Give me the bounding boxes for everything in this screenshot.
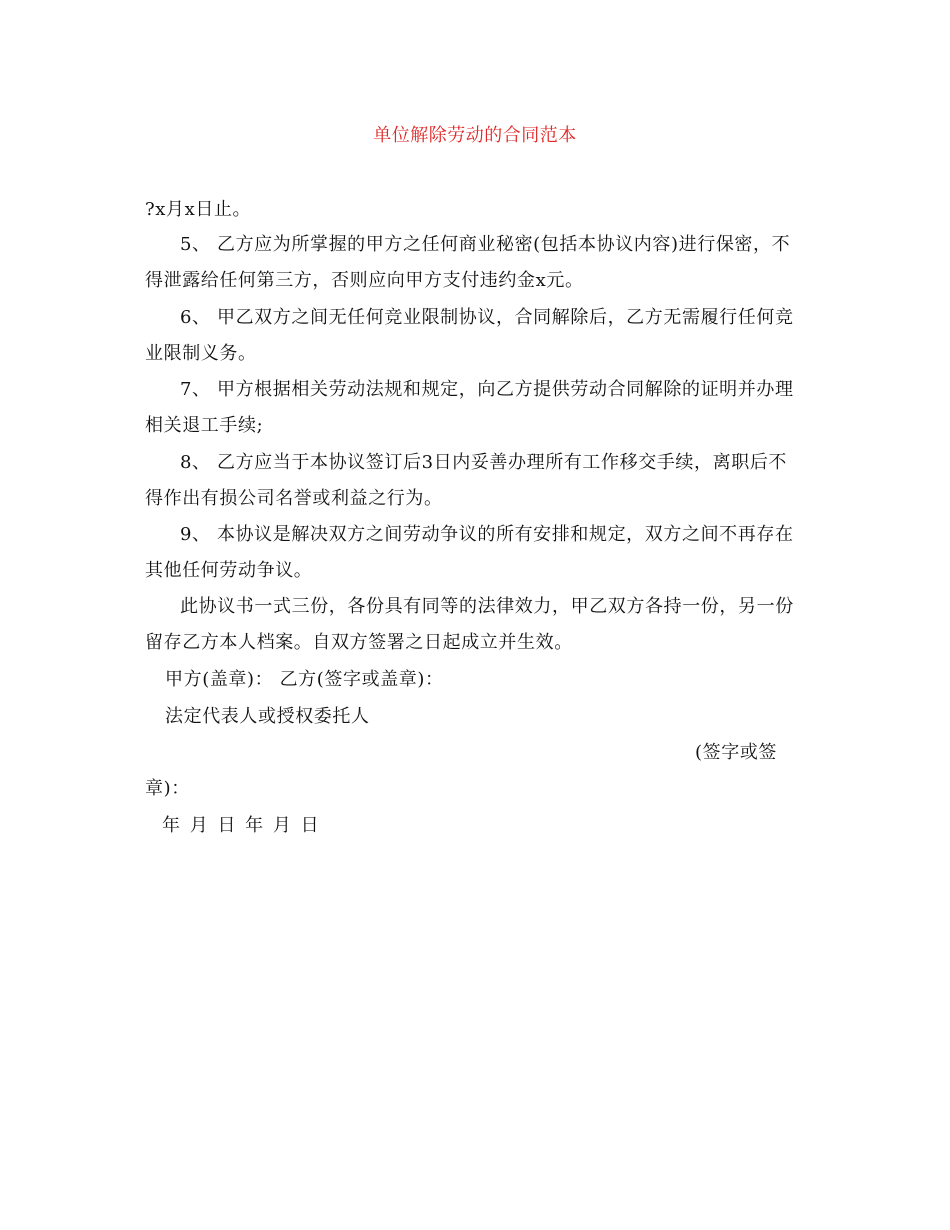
document-title: 单位解除劳动的合同范本 — [373, 125, 577, 146]
clause-5-line-2: 得泄露给任何第三方，否则应向甲方支付违约金x元。 — [145, 270, 584, 291]
clause-7-line-2: 相关退工手续; — [145, 415, 264, 436]
copies-line-1: 此协议书一式三份，各份具有同等的法律效力，甲乙双方各持一份，另一份 — [180, 596, 794, 617]
date-line: 年 月 日 年 月 日 — [162, 815, 321, 836]
representative-line: 法定代表人或授权委托人 — [165, 706, 370, 727]
clause-5-line-1: 5、 乙方应为所掌握的甲方之任何商业秘密(包括本协议内容)进行保密，不 — [180, 234, 791, 255]
clause-7-line-1: 7、 甲方根据相关劳动法规和规定，向乙方提供劳动合同解除的证明并办理 — [180, 379, 794, 400]
clause-9-line-1: 9、 本协议是解决双方之间劳动争议的所有安排和规定，双方之间不再存在 — [180, 524, 794, 545]
continuation-line: ?x月x日止。 — [145, 199, 252, 220]
clause-6-line-2: 业限制义务。 — [145, 343, 257, 364]
sign-note-line-1: (签字或签 — [695, 742, 778, 763]
clause-8-line-1: 8、 乙方应当于本协议签订后3日内妥善办理所有工作移交手续，离职后不 — [180, 452, 788, 473]
clause-9-line-2: 其他任何劳动争议。 — [145, 560, 313, 581]
copies-line-2: 留存乙方本人档案。自双方签署之日起成立并生效。 — [145, 632, 573, 653]
clause-8-line-2: 得作出有损公司名誉或利益之行为。 — [145, 488, 443, 509]
clause-6-line-1: 6、 甲乙双方之间无任何竞业限制协议，合同解除后，乙方无需履行任何竞 — [180, 307, 794, 328]
parties-signature-line: 甲方(盖章)： 乙方(签字或盖章)： — [165, 669, 444, 690]
sign-note-line-2: 章)： — [145, 778, 190, 799]
